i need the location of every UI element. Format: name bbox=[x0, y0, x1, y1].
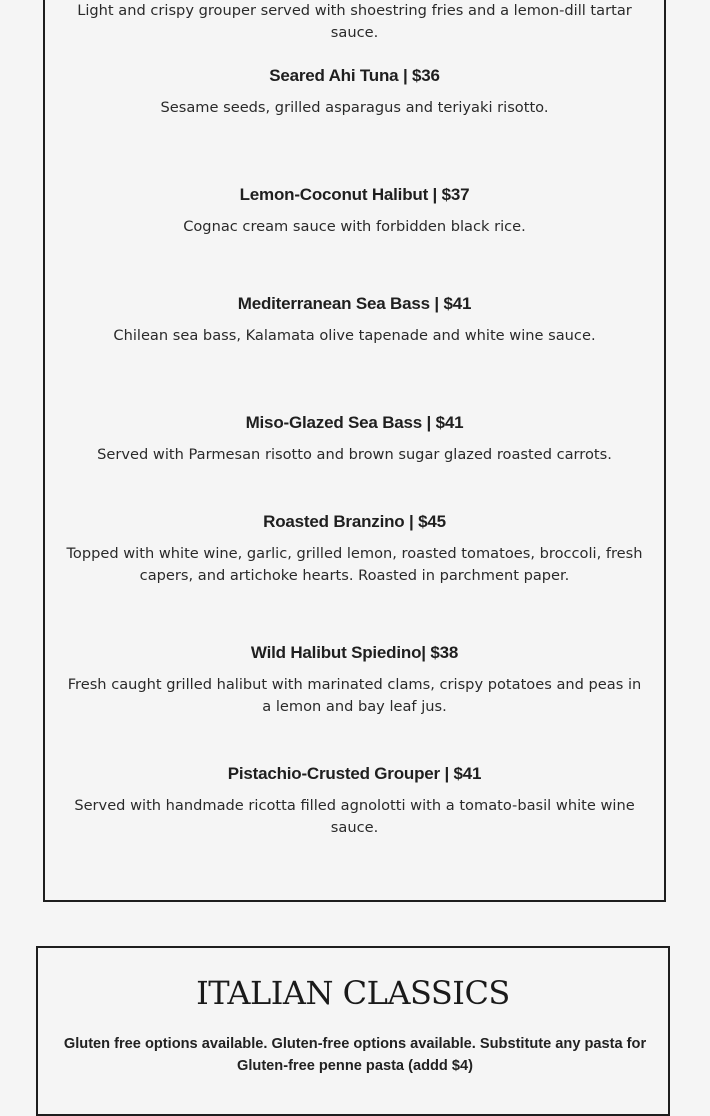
menu-item-wild-halibut-spiedino bbox=[45, 642, 664, 718]
menu-item-title: Roasted Branzino | $45 bbox=[263, 512, 446, 531]
menu-item-mediterranean-sea-bass bbox=[45, 293, 664, 347]
italian-classics-section bbox=[36, 946, 670, 1116]
menu-item-title: Seared Ahi Tuna | $36 bbox=[269, 66, 440, 85]
menu-item-lemon-coconut-halibut bbox=[45, 184, 664, 238]
seafood-menu-section bbox=[43, 0, 666, 902]
menu-item-description: Light and crispy grouper served with shoestring fries and a lemon-dill tartar sauce. bbox=[77, 2, 632, 41]
menu-item-description: Topped with white wine, garlic, grilled lemon, roasted tomatoes, broccoli, fresh capers, and artichoke hearts. Roasted in parchment paper. bbox=[66, 545, 643, 584]
menu-item-roasted-branzino bbox=[45, 511, 664, 587]
menu-item-title: Wild Halibut Spiedino| $38 bbox=[250, 643, 459, 662]
menu-item-description: Fresh caught grilled halibut with marinated clams, crispy potatoes and peas in a lemon and bay leaf jus. bbox=[67, 676, 642, 715]
section-note: Gluten free options available. Gluten-free options available. Substitute any pasta for Gluten-free penne pasta (addd $4) bbox=[63, 1036, 647, 1074]
menu-item-description: Served with handmade ricotta filled agnolotti with a tomato-basil white wine sauce. bbox=[74, 797, 635, 836]
menu-item-title: Miso-Glazed Sea Bass | $41 bbox=[245, 413, 464, 432]
menu-item-miso-glazed-sea-bass bbox=[45, 412, 664, 466]
menu-item-seared-ahi-tuna bbox=[45, 65, 664, 119]
menu-item-description: Served with Parmesan risotto and brown sugar glazed roasted carrots. bbox=[97, 446, 612, 463]
menu-item-description: Cognac cream sauce with forbidden black rice. bbox=[183, 218, 526, 235]
menu-item-description: Chilean sea bass, Kalamata olive tapenade and white wine sauce. bbox=[113, 327, 596, 344]
menu-item-description: Sesame seeds, grilled asparagus and teriyaki risotto. bbox=[160, 99, 549, 116]
menu-item-pistachio-crusted-grouper bbox=[45, 763, 664, 839]
menu-item-title: Mediterranean Sea Bass | $41 bbox=[237, 294, 472, 313]
menu-item-partial bbox=[45, 0, 664, 44]
menu-item-title: Pistachio-Crusted Grouper | $41 bbox=[227, 764, 482, 783]
menu-item-title: Lemon-Coconut Halibut | $37 bbox=[239, 185, 470, 204]
section-heading: ITALIAN CLASSICS bbox=[196, 974, 510, 1012]
